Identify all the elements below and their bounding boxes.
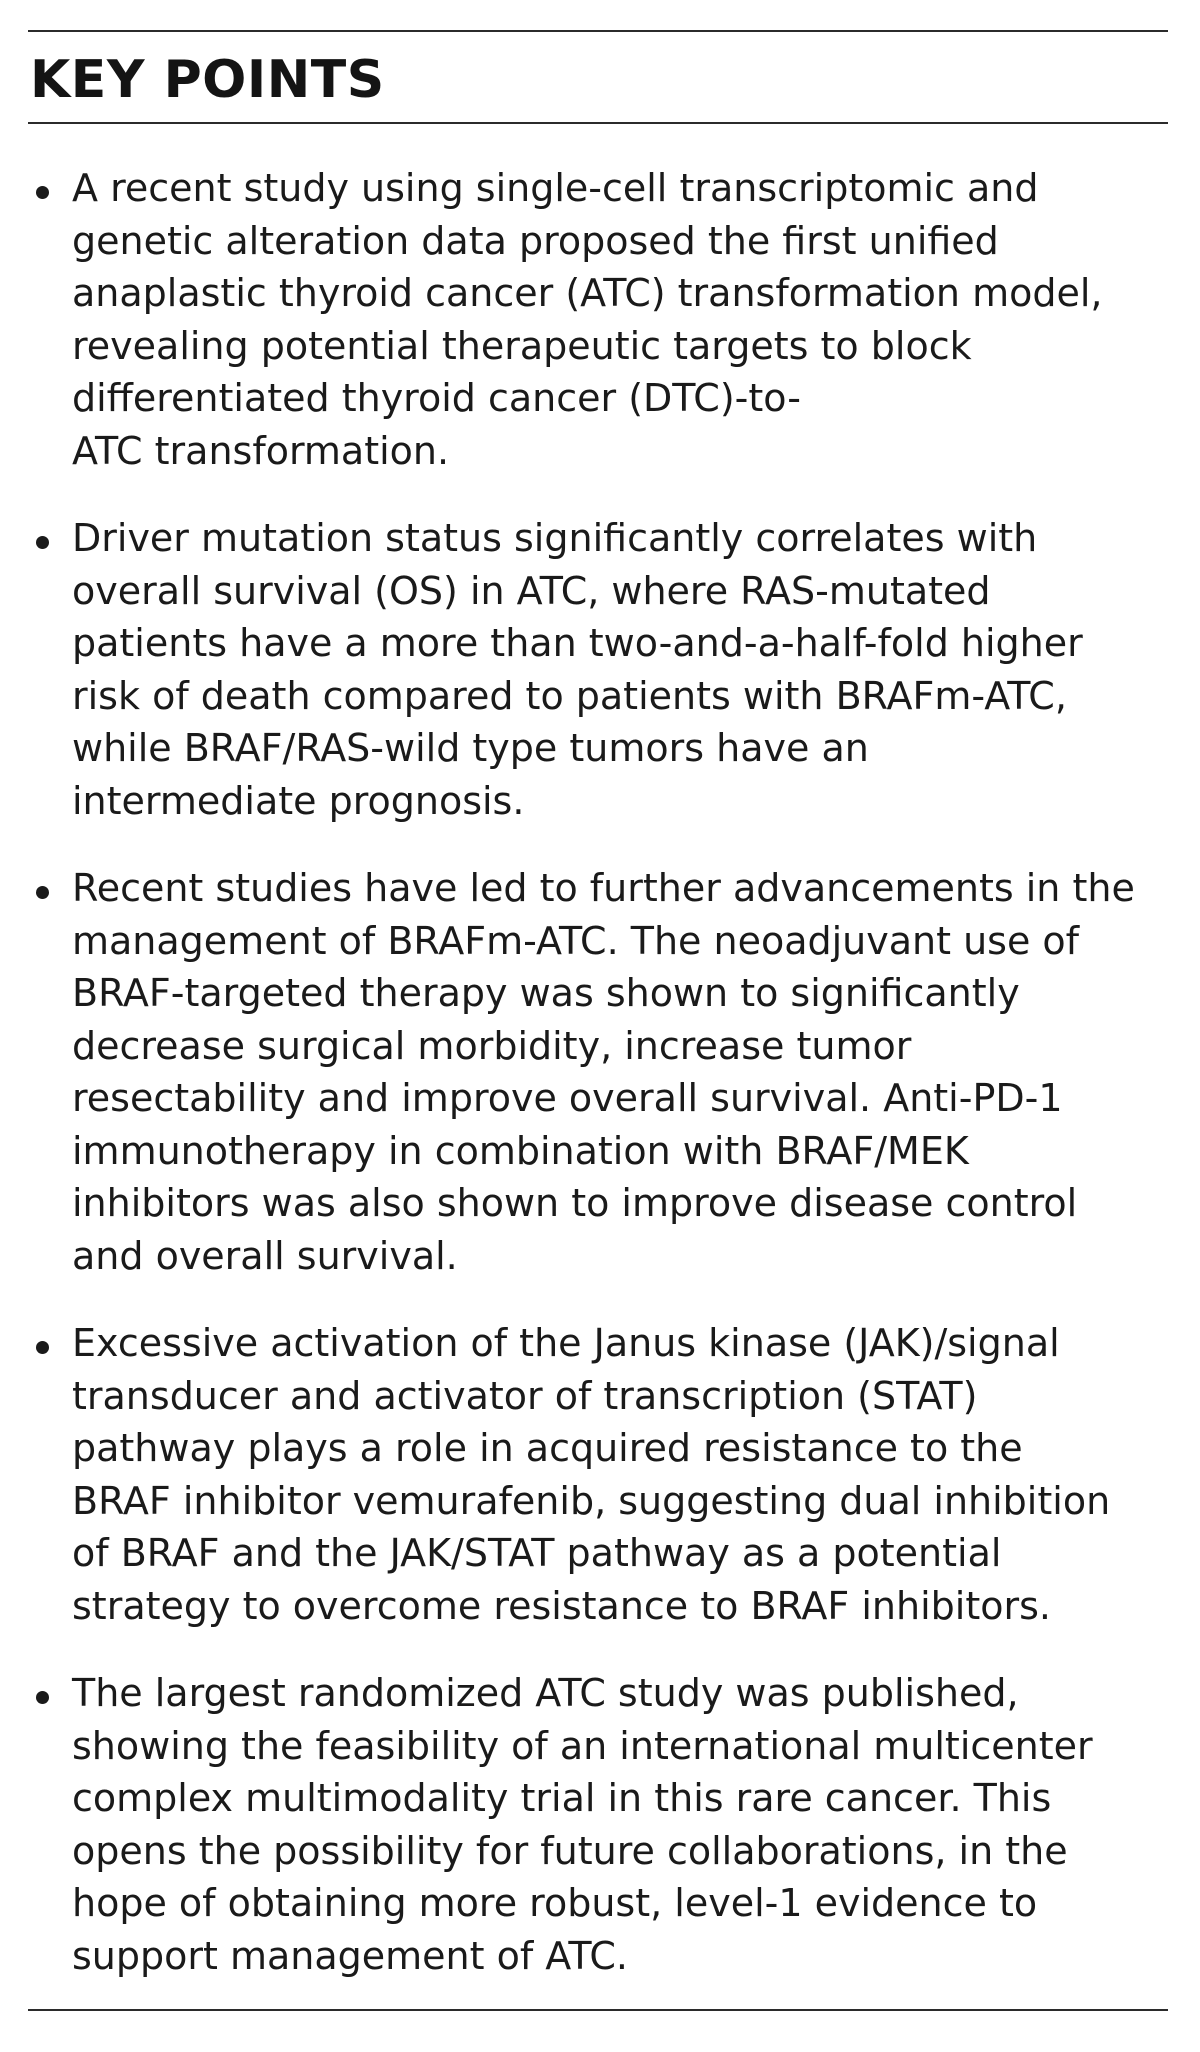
key-point-text bbox=[72, 1317, 1142, 1632]
text-line: BRAF-targeted therapy was shown to significantly bbox=[72, 971, 1020, 1015]
text-line: complex multimodality trial in this rare cancer. This bbox=[72, 1776, 1052, 1820]
text-line: hope of obtaining more robust, level-1 evidence to bbox=[72, 1881, 1038, 1925]
key-point-1 bbox=[0, 162, 1142, 477]
text-line: Recent studies have led to further advancements in the bbox=[72, 866, 1135, 910]
text-line: management of BRAFm-ATC. The neoadjuvant use of bbox=[72, 918, 1080, 963]
key-point-3 bbox=[0, 862, 1142, 1282]
bullet-icon bbox=[36, 186, 49, 199]
key-point-4 bbox=[0, 1317, 1142, 1632]
text-line: anaplastic thyroid cancer (ATC) transformation model, bbox=[72, 271, 1103, 315]
heading-rule bbox=[28, 122, 1168, 124]
text-line: and overall survival. bbox=[72, 1233, 458, 1278]
key-point-2 bbox=[0, 512, 1142, 827]
text-line: revealing potential therapeutic targets to block bbox=[72, 323, 972, 368]
text-line: pathway plays a role in acquired resistance to the bbox=[72, 1426, 1023, 1470]
top-rule bbox=[28, 30, 1168, 32]
text-line: strategy to overcome resistance to BRAF inhibitors. bbox=[72, 1583, 1051, 1628]
key-point-text bbox=[72, 1667, 1142, 1982]
text-line: of BRAF and the JAK/STAT pathway as a potential bbox=[72, 1531, 1002, 1575]
bullet-icon bbox=[36, 536, 49, 549]
text-line: overall survival (OS) in ATC, where RAS-mutated bbox=[72, 568, 991, 613]
bullet-icon bbox=[36, 1341, 49, 1354]
text-line: Driver mutation status significantly correlates with bbox=[72, 516, 1038, 560]
text-line: A recent study using single-cell transcriptomic and bbox=[72, 166, 1039, 210]
key-point-text bbox=[72, 512, 1142, 827]
text-line: patients have a more than two-and-a-half-fold higher bbox=[72, 621, 1083, 665]
text-line: Excessive activation of the Janus kinase (JAK)/signal bbox=[72, 1321, 1060, 1365]
text-line: ATC transformation. bbox=[72, 428, 450, 473]
text-line: inhibitors was also shown to improve disease control bbox=[72, 1181, 1078, 1225]
key-point-text bbox=[72, 862, 1142, 1282]
text-line: differentiated thyroid cancer (DTC)-to- bbox=[72, 376, 801, 420]
text-line: The largest randomized ATC study was published, bbox=[72, 1671, 1019, 1715]
text-line: risk of death compared to patients with BRAFm-ATC, bbox=[72, 673, 1067, 718]
text-line: showing the feasibility of an international multicenter bbox=[72, 1723, 1093, 1768]
text-line: transducer and activator of transcription (STAT) bbox=[72, 1373, 978, 1418]
bullet-icon bbox=[36, 1691, 49, 1704]
key-points-list bbox=[0, 162, 1200, 2017]
bottom-rule bbox=[28, 2009, 1168, 2011]
key-points-heading: KEY POINTS bbox=[30, 50, 385, 110]
text-line: opens the possibility for future collaborations, in the bbox=[72, 1828, 1068, 1873]
text-line: decrease surgical morbidity, increase tumor bbox=[72, 1023, 912, 1068]
key-point-5 bbox=[0, 1667, 1142, 1982]
text-line: BRAF inhibitor vemurafenib, suggesting dual inhibition bbox=[72, 1478, 1111, 1523]
text-line: resectability and improve overall survival. Anti-PD-1 bbox=[72, 1076, 1063, 1120]
bullet-icon bbox=[36, 886, 49, 899]
text-line: support management of ATC. bbox=[72, 1933, 628, 1978]
text-line: while BRAF/RAS-wild type tumors have an bbox=[72, 726, 869, 770]
text-line: immunotherapy in combination with BRAF/MEK bbox=[72, 1128, 969, 1173]
text-line: genetic alteration data proposed the first unified bbox=[72, 218, 999, 263]
key-point-text bbox=[72, 162, 1142, 477]
text-line: intermediate prognosis. bbox=[72, 778, 525, 823]
